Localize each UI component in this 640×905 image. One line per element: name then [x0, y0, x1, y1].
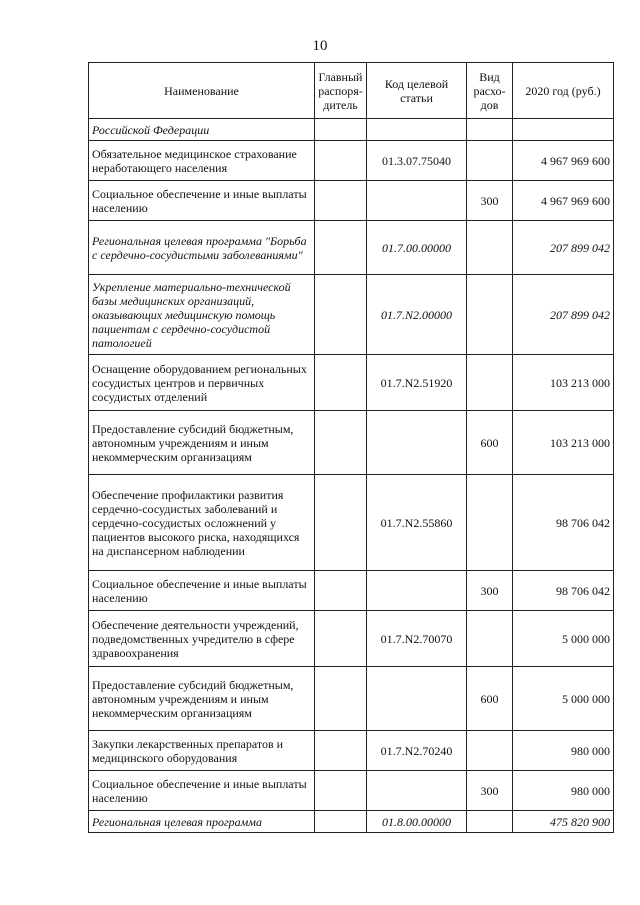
cell-name: Закупки лекарственных препаратов и медицинского оборудования	[89, 731, 315, 771]
cell-code: 01.7.N2.51920	[367, 355, 467, 411]
cell-name: Обеспечение деятельности учреждений, подведомственных учредителю в сфере здравоохранения	[89, 611, 315, 667]
cell-amount: 207 899 042	[513, 221, 614, 275]
table-row	[89, 571, 614, 611]
cell-admin	[315, 221, 367, 275]
cell-type	[467, 611, 513, 667]
cell-amount: 475 820 900	[513, 811, 614, 833]
cell-admin	[315, 411, 367, 475]
cell-amount: 103 213 000	[513, 355, 614, 411]
cell-type	[467, 221, 513, 275]
cell-type	[467, 141, 513, 181]
cell-amount: 4 967 969 600	[513, 181, 614, 221]
cell-name: Предоставление субсидий бюджетным, автономным учреждениям и иным некоммерческим организациям	[89, 667, 315, 731]
table-row	[89, 181, 614, 221]
header-amount: 2020 год (руб.)	[513, 63, 614, 119]
cell-amount: 98 706 042	[513, 571, 614, 611]
cell-type	[467, 811, 513, 833]
cell-type: 300	[467, 181, 513, 221]
table-row	[89, 355, 614, 411]
table-row	[89, 141, 614, 181]
cell-name: Обязательное медицинское страхование неработающего населения	[89, 141, 315, 181]
header-admin: Главный распоря-дитель	[315, 63, 367, 119]
cell-name: Российской Федерации	[89, 119, 315, 141]
cell-name: Социальное обеспечение и иные выплаты населению	[89, 771, 315, 811]
table-row	[89, 771, 614, 811]
cell-type: 600	[467, 667, 513, 731]
cell-name: Обеспечение профилактики развития сердечно-сосудистых заболеваний и сердечно-сосудистых осложнений у пациентов высокого риска, находящихся на диспансерном наблюдении	[89, 475, 315, 571]
cell-amount: 98 706 042	[513, 475, 614, 571]
header-type: Вид расхо-дов	[467, 63, 513, 119]
cell-admin	[315, 119, 367, 141]
table-body	[89, 119, 614, 833]
cell-code	[367, 119, 467, 141]
table-row	[89, 221, 614, 275]
cell-type: 300	[467, 571, 513, 611]
cell-name: Оснащение оборудованием региональных сосудистых центров и первичных сосудистых отделений	[89, 355, 315, 411]
header-name: Наименование	[89, 63, 315, 119]
cell-code: 01.7.N2.00000	[367, 275, 467, 355]
table-row	[89, 731, 614, 771]
cell-amount: 980 000	[513, 731, 614, 771]
table-row	[89, 411, 614, 475]
cell-type	[467, 475, 513, 571]
cell-name: Предоставление субсидий бюджетным, автономным учреждениям и иным некоммерческим организациям	[89, 411, 315, 475]
cell-admin	[315, 571, 367, 611]
cell-admin	[315, 475, 367, 571]
cell-code	[367, 181, 467, 221]
budget-table	[88, 62, 614, 833]
cell-admin	[315, 811, 367, 833]
cell-admin	[315, 731, 367, 771]
cell-code: 01.7.00.00000	[367, 221, 467, 275]
cell-admin	[315, 181, 367, 221]
cell-type: 600	[467, 411, 513, 475]
cell-amount: 207 899 042	[513, 275, 614, 355]
cell-code: 01.7.N2.55860	[367, 475, 467, 571]
cell-amount: 103 213 000	[513, 411, 614, 475]
table-header-row	[89, 63, 614, 119]
cell-code: 01.3.07.75040	[367, 141, 467, 181]
cell-type	[467, 119, 513, 141]
cell-code	[367, 667, 467, 731]
cell-name: Региональная целевая программа	[89, 811, 315, 833]
cell-amount: 980 000	[513, 771, 614, 811]
table-row	[89, 475, 614, 571]
cell-admin	[315, 771, 367, 811]
cell-admin	[315, 667, 367, 731]
cell-code: 01.8.00.00000	[367, 811, 467, 833]
table-row	[89, 611, 614, 667]
cell-admin	[315, 275, 367, 355]
cell-name: Социальное обеспечение и иные выплаты населению	[89, 571, 315, 611]
cell-admin	[315, 355, 367, 411]
table-row	[89, 811, 614, 833]
table-row	[89, 667, 614, 731]
cell-type	[467, 275, 513, 355]
cell-code	[367, 771, 467, 811]
cell-name: Региональная целевая программа "Борьба с сердечно-сосудистыми заболеваниями"	[89, 221, 315, 275]
cell-code: 01.7.N2.70240	[367, 731, 467, 771]
cell-name: Укрепление материально-технической базы медицинских организаций, оказывающих медицинскую помощь пациентам с сердечно-сосудистой патологией	[89, 275, 315, 355]
table-row	[89, 119, 614, 141]
cell-type	[467, 355, 513, 411]
page-number: 10	[312, 38, 328, 54]
cell-code	[367, 411, 467, 475]
cell-amount	[513, 119, 614, 141]
cell-amount: 4 967 969 600	[513, 141, 614, 181]
header-code: Код целевой статьи	[367, 63, 467, 119]
cell-amount: 5 000 000	[513, 611, 614, 667]
cell-admin	[315, 611, 367, 667]
cell-name: Социальное обеспечение и иные выплаты населению	[89, 181, 315, 221]
cell-type: 300	[467, 771, 513, 811]
cell-type	[467, 731, 513, 771]
cell-admin	[315, 141, 367, 181]
cell-amount: 5 000 000	[513, 667, 614, 731]
cell-code	[367, 571, 467, 611]
cell-code: 01.7.N2.70070	[367, 611, 467, 667]
table-row	[89, 275, 614, 355]
